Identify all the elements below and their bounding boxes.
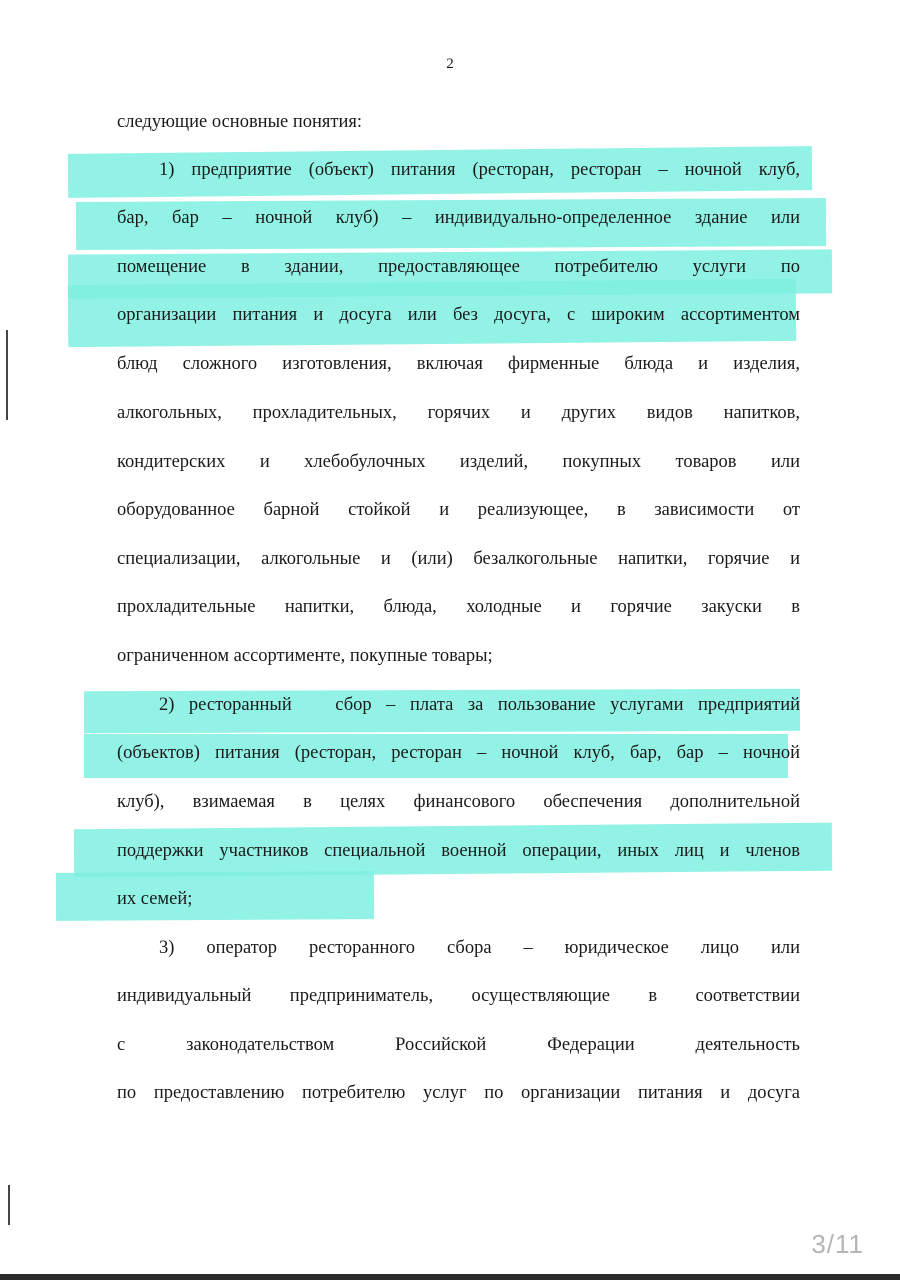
text-line: 1) предприятие (объект) питания (ресторан, ресторан – ночной клуб, [159,160,800,180]
text-line: бар, бар – ночной клуб) – индивидуально-определенное здание или [117,208,800,228]
text-line: блюд сложного изготовления, включая фирменные блюда и изделия, [117,354,800,374]
text-line: их семей; [117,889,193,909]
text-line: следующие основные понятия: [117,112,363,132]
text-line: (объектов) питания (ресторан, ресторан – ночной клуб, бар, бар – ночной [117,743,800,763]
text-line: ограниченном ассортименте, покупные товары; [117,646,493,666]
text-line: организации питания и досуга или без досуга, с широким ассортиментом [117,305,800,325]
text-line: кондитерских и хлебобулочных изделий, покупных товаров или [117,452,800,472]
text-line: 3) оператор ресторанного сбора – юридическое лицо или [159,938,800,958]
page-number: 2 [446,56,454,72]
scan-artifact-left-lower [8,1185,10,1225]
text-line: поддержки участников специальной военной операции, иных лиц и членов [117,841,800,861]
text-line: с законодательством Российской Федерации деятельность [117,1035,800,1055]
page-counter: 3/11 [811,1229,864,1259]
text-line: клуб), взимаемая в целях финансового обеспечения дополнительной [117,792,800,812]
text-line: оборудованное барной стойкой и реализующее, в зависимости от [117,500,800,520]
text-line: прохладительные напитки, блюда, холодные и горячие закуски в [117,597,800,617]
bottom-edge [0,1274,900,1280]
text-line: помещение в здании, предоставляющее потребителю услуги по [117,257,800,277]
text-line: специализации, алкогольные и (или) безалкогольные напитки, горячие и [117,549,800,569]
scan-artifact-left [6,330,8,420]
text-line: 2) ресторанный сбор – плата за пользование услугами предприятий [159,695,800,715]
text-line: алкогольных, прохладительных, горячих и других видов напитков, [117,403,800,423]
text-line: по предоставлению потребителю услуг по организации питания и досуга [117,1083,800,1103]
text-line: индивидуальный предприниматель, осуществляющие в соответствии [117,986,800,1006]
